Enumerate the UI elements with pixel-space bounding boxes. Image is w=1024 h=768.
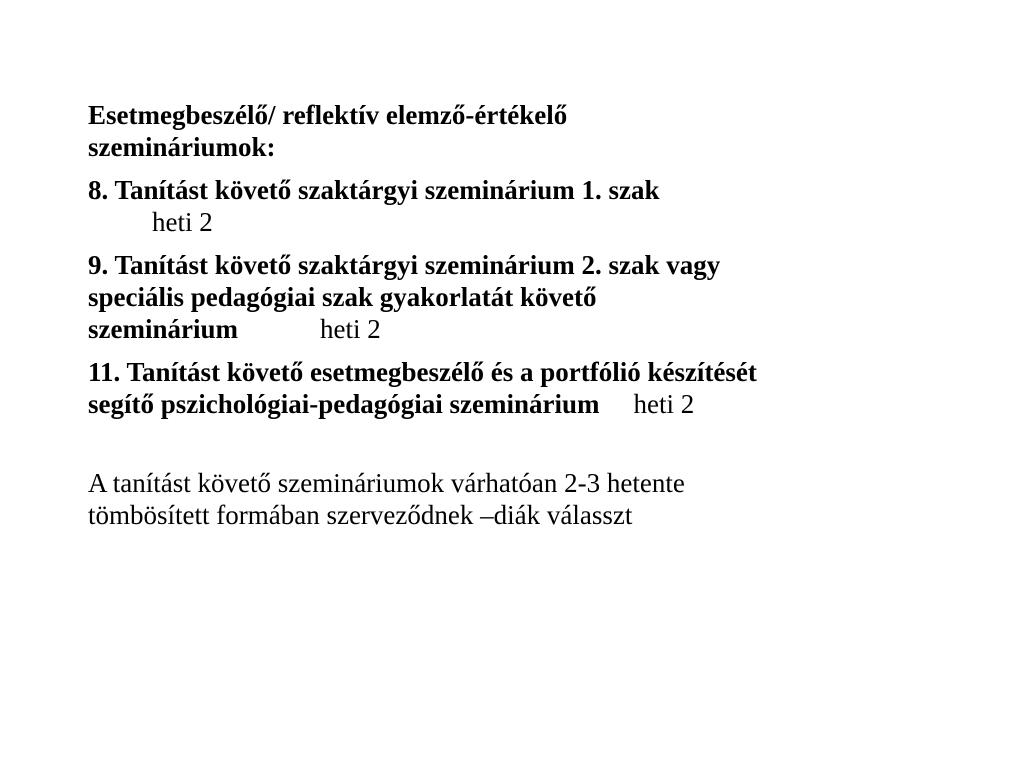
section-heading-line-2: szemináriumok: — [88, 132, 276, 162]
section-heading-line-1: Esetmegbeszélő/ reflektív elemző-értékelő — [88, 100, 568, 130]
list-item-8-line-1: 8. Tanítást követő szaktárgyi szeminárium 1. szak — [88, 175, 660, 205]
section-heading — [88, 99, 968, 163]
list-item-9-frequency: heti 2 — [319, 314, 381, 344]
list-item-9-line-3 — [88, 313, 968, 345]
list-item-11-line-2 — [88, 388, 968, 420]
list-item-8-frequency: heti 2 — [152, 207, 213, 237]
list-item — [88, 174, 968, 238]
note-line-2: tömbösített formában szerveződnek –diák válasszt — [88, 500, 633, 530]
note-paragraph — [88, 467, 968, 531]
list-item — [88, 249, 968, 345]
list-item-11-line-1: 11. Tanítást követő esetmegbeszélő és a portfólió készítését — [88, 357, 757, 387]
list-item-8-line-2 — [126, 206, 968, 238]
note-line-1: A tanítást követő szemináriumok várhatóan 2-3 hetente — [88, 468, 685, 498]
list-item-9-line-2: speciális pedagógiai szak gyakorlatát követő — [88, 282, 597, 312]
list-item — [88, 356, 968, 420]
list-item-9-line-3-text: szeminárium — [88, 314, 238, 344]
paragraph-spacer — [88, 431, 968, 467]
slide-content — [88, 99, 968, 542]
list-item-11-line-2-text: segítő pszichológiai-pedagógiai szeminárium — [88, 389, 600, 419]
list-item-11-frequency: heti 2 — [633, 389, 695, 419]
list-item-9-line-1: 9. Tanítást követő szaktárgyi szeminárium 2. szak vagy — [88, 250, 721, 280]
